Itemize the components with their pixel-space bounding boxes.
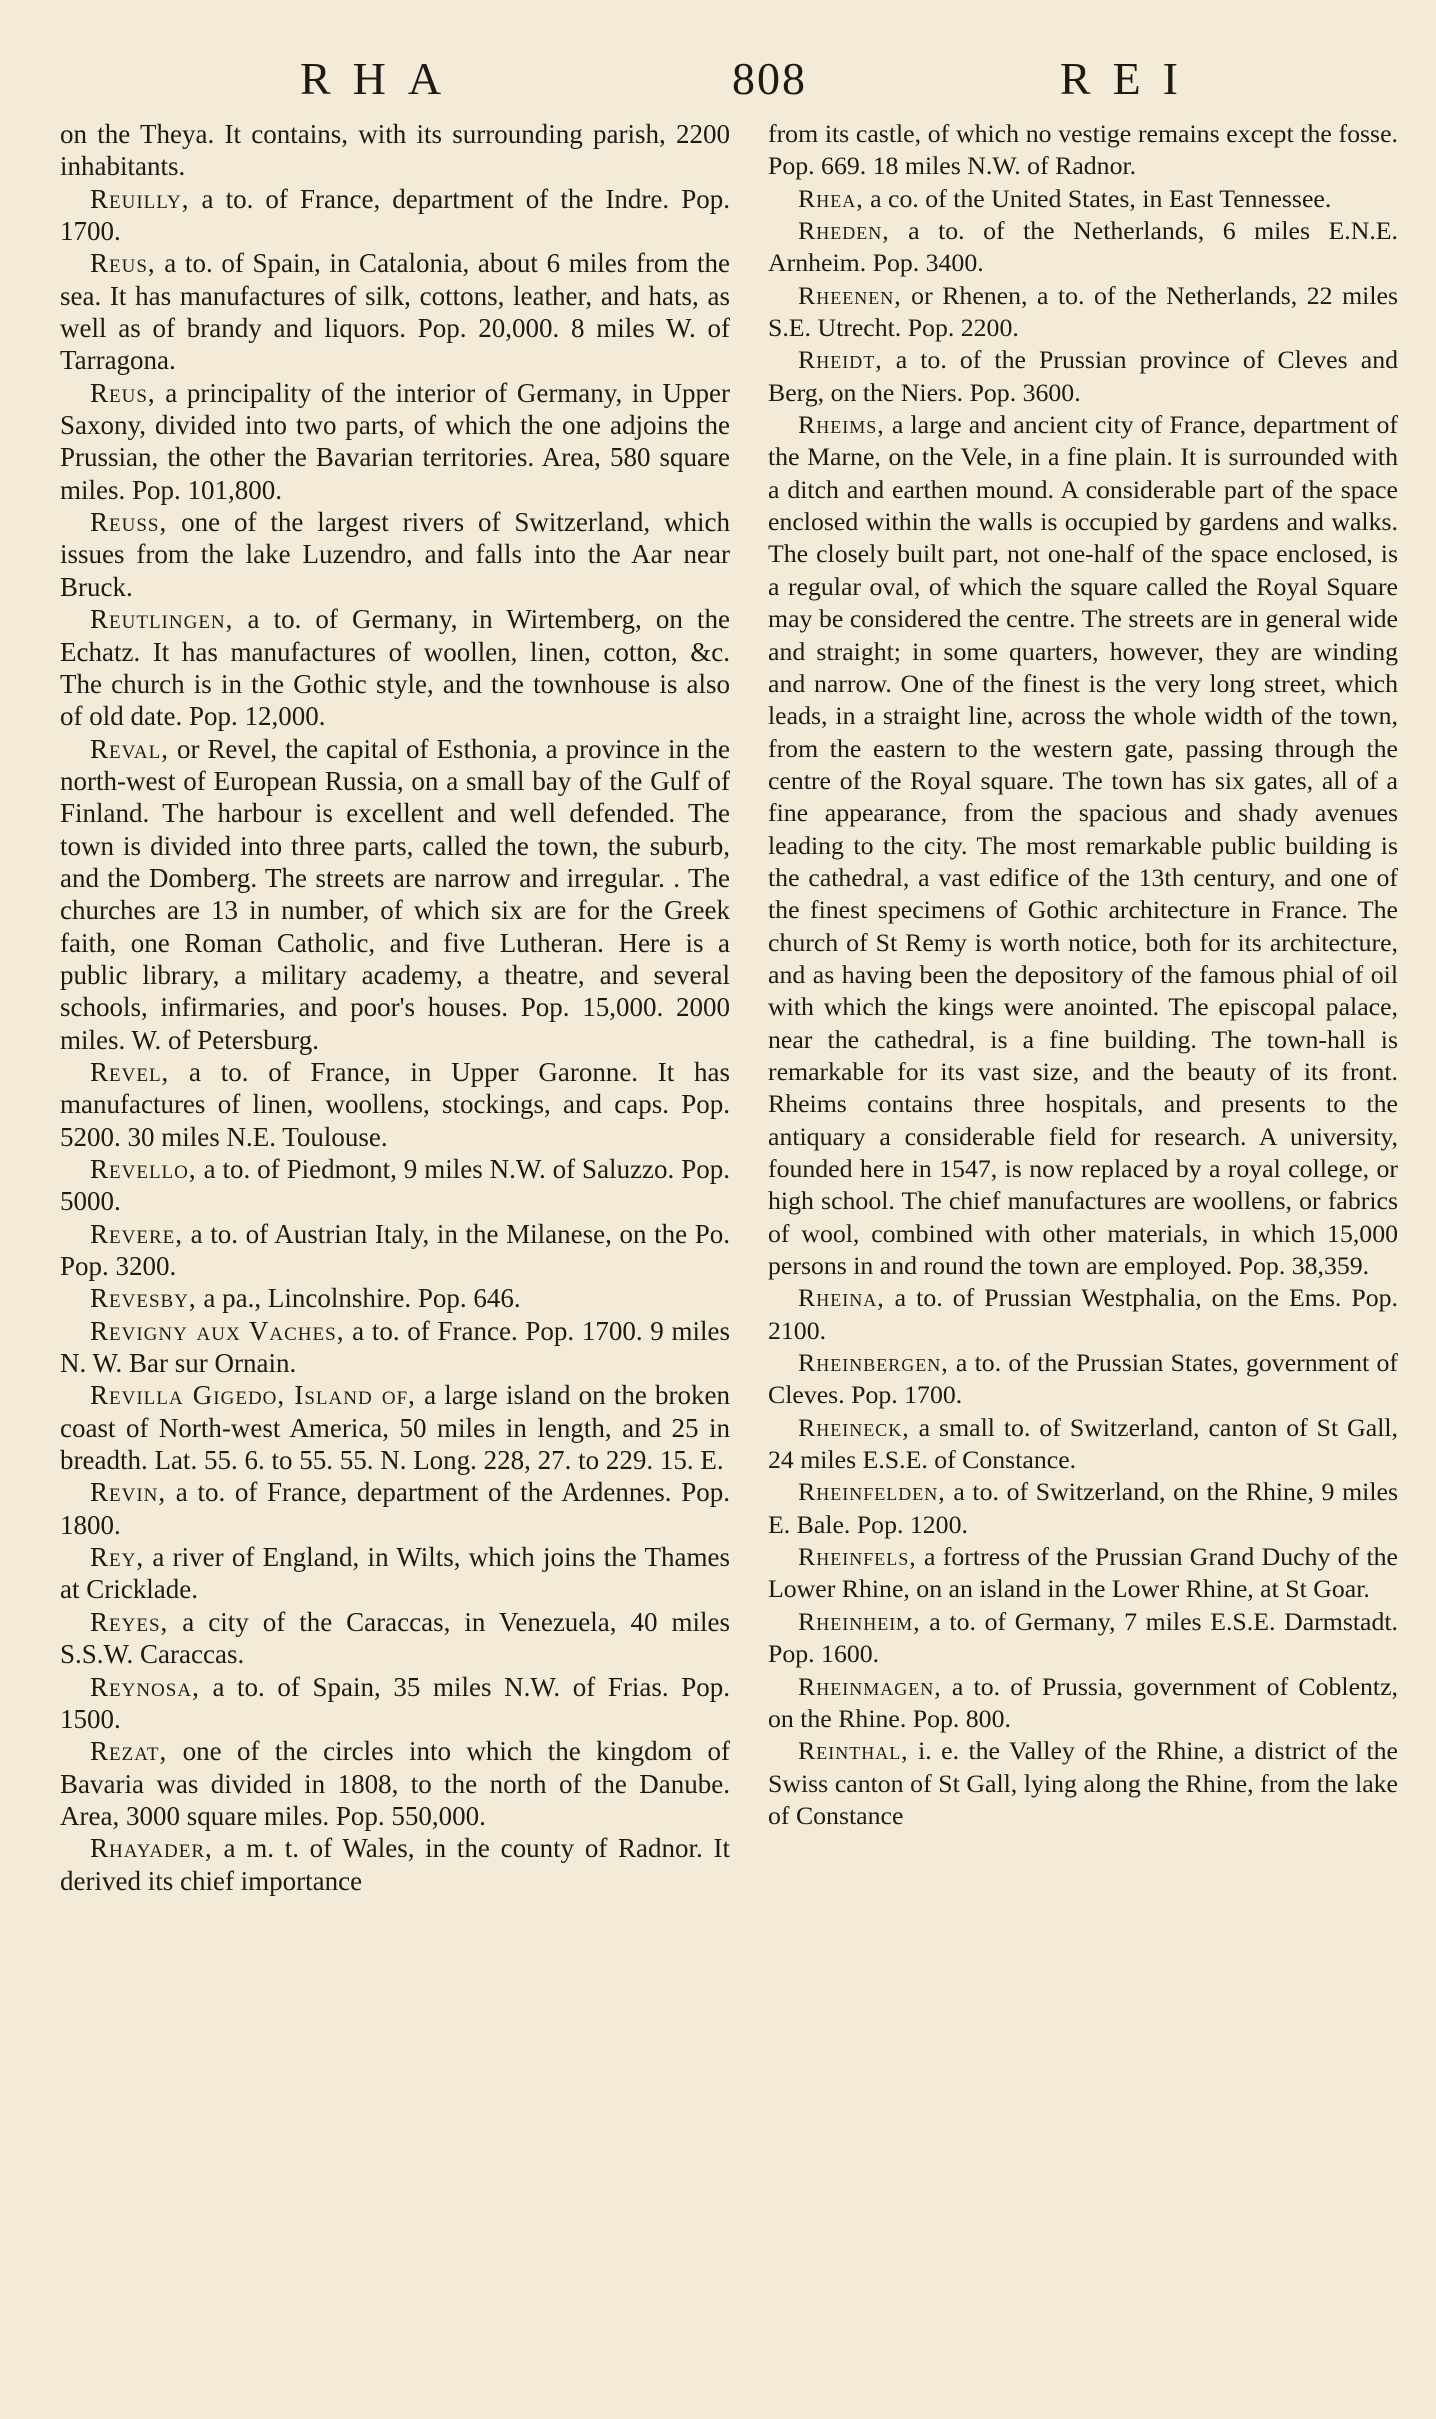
entry-headword: Reyes, [90,1606,169,1637]
entry-headword: Revere, [90,1218,183,1249]
gazetteer-entry [60,1541,730,1606]
right-column [768,118,1398,1832]
entry-text: a fortress of the Prussian Grand Duchy of the Lower Rhine, on an island in the Lower Rhine, at St Goar. [768,1542,1398,1604]
gazetteer-entry [60,1671,730,1736]
entry-text: on the Theya. It contains, with its surrounding parish, 2200 inhabitants. [60,119,730,182]
entry-headword: Rheinheim, [798,1606,921,1636]
entry-headword: Rheinbergen, [798,1348,949,1378]
entry-headword: Rheinfels, [798,1542,917,1572]
entry-text: a to. of France, department of the Indre. Pop. 1700. [60,183,730,247]
entry-text: a to. of Germany, in Wirtemberg, on the Echatz. It has manufactures of woollen, linen, cotton, &c. The church is in the Gothic style, and the townhouse is also of old date. Pop. 12,000. [60,604,730,732]
entry-headword: Reuss, [90,507,168,538]
entry-headword: Rey, [90,1542,145,1573]
entry-headword: Revel, [90,1056,170,1087]
entry-headword: Rheinfelden, [798,1477,946,1507]
gazetteer-entry [60,1218,730,1283]
entry-headword: Revello, [90,1154,197,1184]
entry-headword: Revigny aux Vaches, [90,1315,345,1346]
entry-headword: Rheineck, [798,1412,910,1442]
entry-text: or Revel, the capital of Esthonia, a province in the north-west of European Russia, on a small bay of the Gulf of Finland. The harbour is excellent and well defended. The town is divided into three parts, called the town, the suburb, and the Domberg. The streets are narrow and irregular. . The churches are 13 in number, of which six are for the Greek faith, one Roman Catholic, and five Lutheran. Here is a public library, a military academy, a theatre, and several schools, infirmaries, and poor's houses. Pop. 15,000. 2000 miles. W. of Petersburg. [60,733,730,1055]
gazetteer-entry [60,247,730,376]
gazetteer-entry [60,118,730,183]
entry-headword: Revin, [90,1477,167,1508]
entry-headword: Rezat, [90,1736,168,1767]
entry-text: a to. of Prussian Westphalia, on the Ems. Pop. 2100. [768,1283,1398,1345]
gazetteer-entry [768,1541,1398,1606]
entry-text: a to. of Piedmont, 9 miles N.W. of Saluzzo. Pop. 5000. [60,1154,730,1217]
gazetteer-entry [768,1347,1398,1412]
gazetteer-entry [768,280,1398,345]
entry-text: a to. of Spain, in Catalonia, about 6 miles from the sea. It has manufactures of silk, cottons, leather, and hats, as well as of brandy and liquors. Pop. 20,000. 8 miles W. of Tarragona. [60,248,730,376]
entry-text: a to. of the Netherlands, 6 miles E.N.E. Arnheim. Pop. 3400. [768,216,1398,278]
entry-text: a to. of Switzerland, on the Rhine, 9 miles E. Bale. Pop. 1200. [768,1477,1398,1539]
gazetteer-entry [768,215,1398,280]
entry-headword: Reinthal, [798,1736,909,1766]
gazetteer-entry [768,1412,1398,1477]
entry-text: a to. of Spain, 35 miles N.W. of Frias. Pop. 1500. [60,1671,730,1734]
entry-text: one of the largest rivers of Switzerland, which issues from the lake Luzendro, and falls into the Aar near Bruck. [60,507,730,602]
gazetteer-entry [768,1671,1398,1736]
gazetteer-entry [60,1606,730,1671]
gazetteer-entry [768,344,1398,409]
gazetteer-entry [768,1476,1398,1541]
entry-text: a large island on the broken coast of North-west America, 50 miles in length, and 25 in breadth. Lat. 55. 6. to 55. 55. N. Long. 228, 27. to 229. 15. E. [60,1380,730,1476]
gazetteer-entry [60,1735,730,1832]
gazetteer-entry [60,377,730,506]
entry-headword: Reval, [90,733,169,764]
entry-text: a to. of the Prussian province of Cleves and Berg, on the Niers. Pop. 3600. [768,345,1398,407]
gazetteer-entry [60,1832,730,1897]
gazetteer-entry [60,1153,730,1218]
entry-text: a to. of the Prussian States, government of Cleves. Pop. 1700. [768,1348,1398,1410]
entry-headword: Rheden, [798,216,890,246]
gazetteer-entry [60,1476,730,1541]
entry-headword: Reutlingen, [90,604,234,635]
gazetteer-entry [60,603,730,732]
gazetteer-entry [768,409,1398,1282]
entry-headword: Rheenen, [798,280,902,310]
entry-headword: Reus, [90,377,156,408]
entry-text: a m. t. of Wales, in the county of Radnor. It derived its chief importance [60,1833,730,1896]
gazetteer-entry [768,1606,1398,1671]
gazetteer-entry [60,1379,730,1476]
entry-text: a city of the Caraccas, in Venezuela, 40 miles S.S.W. Caraccas. [60,1606,730,1670]
entry-text: a large and ancient city of France, department of the Marne, on the Vele, in a fine plain. It is surrounded with a ditch and earthen mound. A considerable part of the space enclosed within the walls is occupied by gardens and walks. The closely built part, not one-half of the space enclosed, is a regular oval, of which the square called the Royal Square may be considered the centre. The streets are in general wide and straight; in some quarters, however, they are winding and narrow. One of the finest is the very long street, which leads, in a straight line, across the whole width of the town, from the eastern to the western gate, passing through the centre of the Royal square. The town has six gates, all of a fine appearance, from the spacious and shady avenues leading to the city. The most remarkable public building is the cathedral, a vast edifice of the 13th century, and one of the finest specimens of Gothic architecture in France. The church of St Remy is worth notice, both for its architecture, and as having been the depository of the famous phial of oil with which the kings were anointed. The episcopal palace, near the cathedral, is a fine building. The town-hall is remarkable for its vast size, and the beauty of its front. Rheims contains three hospitals, and presents to the antiquary a considerable field for research. A university, founded here in 1547, is now replaced by a royal college, or high school. The chief manufactures are woollens, or fabrics of wool, combined with other materials, in which 15,000 persons in and round the town are employed. Pop. 38,359. [768,410,1398,1281]
page-number: 808 [732,53,807,104]
entry-headword: Reus, [90,248,156,279]
entry-text: one of the circles into which the kingdom of Bavaria was divided in 1808, to the north of the Danube. Area, 3000 square miles. Pop. 550,000. [60,1736,730,1831]
gazetteer-entry [768,1735,1398,1832]
entry-headword: Revesby, [90,1283,197,1314]
entry-headword: Rheina, [798,1283,885,1313]
header-left-letters: RHA [300,53,464,104]
gazetteer-entry [768,1282,1398,1347]
entry-text: a small to. of Switzerland, canton of St Gall, 24 miles E.S.E. of Constance. [768,1412,1398,1475]
entry-text: a to. of France, in Upper Garonne. It has manufactures of linen, woollens, stockings, and caps. Pop. 5200. 30 miles N.E. Toulouse. [60,1056,730,1152]
entry-text: a to. of Austrian Italy, in the Milanese, on the Po. Pop. 3200. [60,1218,730,1282]
entry-text: a to. of Germany, 7 miles E.S.E. Darmstadt. Pop. 1600. [768,1606,1398,1669]
entry-text: or Rhenen, a to. of the Netherlands, 22 miles S.E. Utrecht. Pop. 2200. [768,280,1398,343]
entry-text: a principality of the interior of Germany, in Upper Saxony, divided into two parts, of which the one adjoins the Prussian, the other the Bavarian territories. Area, 580 square miles. Pop. 101,800. [60,377,730,505]
gazetteer-entry [60,1282,730,1314]
gazetteer-entry [768,183,1398,215]
entry-headword: Rheidt, [798,345,883,375]
entry-headword: Revilla Gigedo, Island of, [90,1380,416,1411]
entry-text: i. e. the Valley of the Rhine, a district of the Swiss canton of St Gall, lying along the Rhine, from the lake of Constance [768,1736,1398,1830]
left-column [60,118,730,1897]
entry-headword: Reynosa, [90,1671,200,1702]
entry-text: from its castle, of which no vestige remains except the fosse. Pop. 669. 18 miles N.W. of Radnor. [768,119,1398,181]
entry-text: a co. of the United States, in East Tennessee. [863,183,1332,213]
gazetteer-entry [60,183,730,248]
entry-headword: Rhayader, [90,1833,213,1864]
gazetteer-entry [60,506,730,603]
entry-text: a to. of France. Pop. 1700. 9 miles N. W. Bar sur Ornain. [60,1315,731,1379]
running-header [300,52,1200,112]
entry-text: a to. of France, department of the Ardennes. Pop. 1800. [60,1477,730,1540]
gazetteer-entry [60,1056,730,1153]
header-right-letters: REI [1059,53,1200,104]
entry-headword: Rheinmagen, [798,1671,942,1701]
entry-text: a to. of Prussia, government of Coblentz, on the Rhine. Pop. 800. [768,1671,1398,1733]
entry-headword: Rheims, [798,410,885,440]
entry-text: a river of England, in Wilts, which joins the Thames at Cricklade. [60,1542,730,1605]
gazetteer-entry [60,1315,730,1380]
gazetteer-entry [60,733,730,1056]
entry-headword: Rhea, [798,183,864,213]
gazetteer-entry [768,118,1398,183]
entry-text: a pa., Lincolnshire. Pop. 646. [196,1283,521,1314]
entry-headword: Reuilly, [90,183,190,214]
